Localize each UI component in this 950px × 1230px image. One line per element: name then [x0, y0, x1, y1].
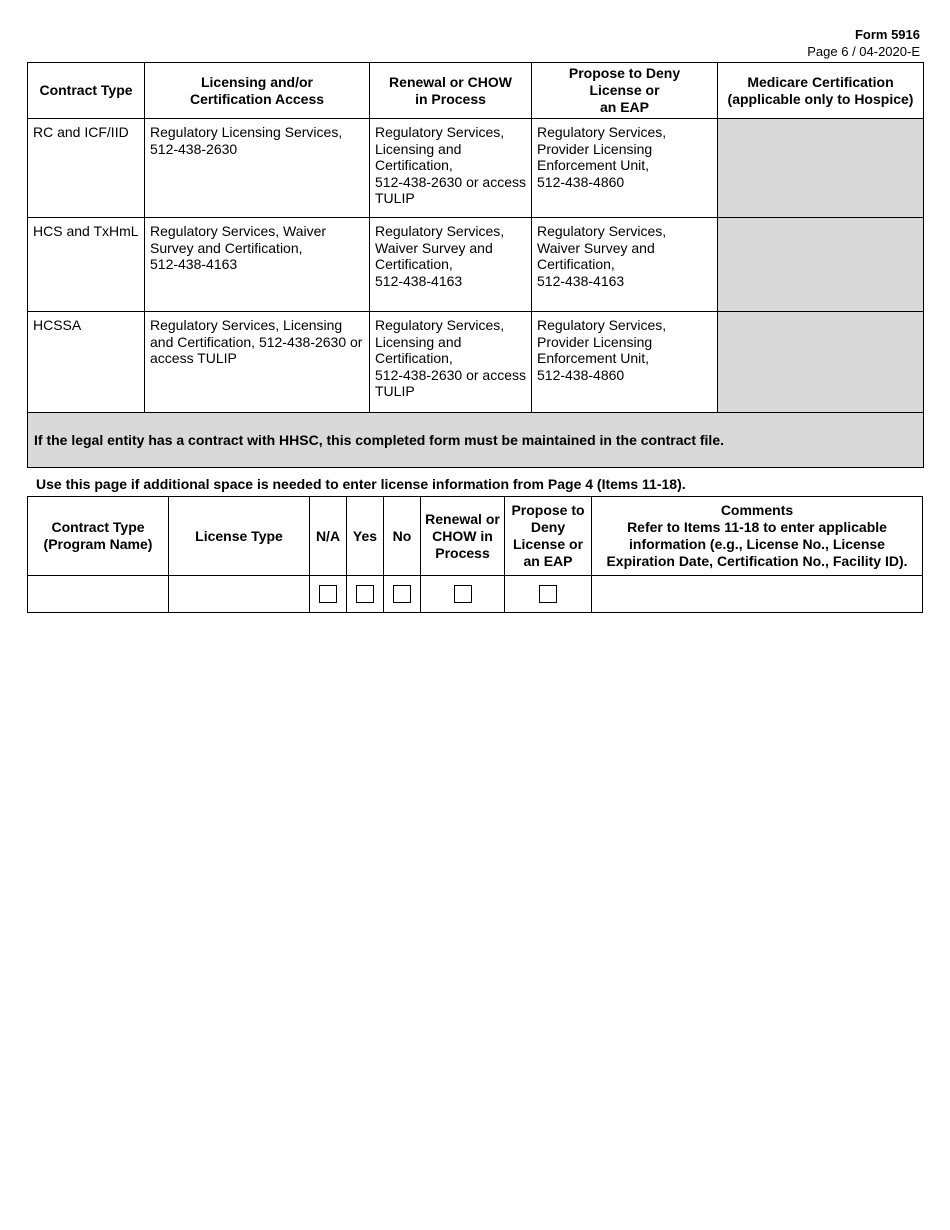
col-header-medicare: Medicare Certification (applicable only to Hospice) [718, 63, 924, 119]
cell-propose: Regulatory Services, Provider Licensing Enforcement Unit, 512-438-4860 [532, 119, 718, 218]
col-header-renewal: Renewal or CHOW in Process [421, 497, 505, 576]
yes-cell [347, 576, 384, 613]
no-cell [384, 576, 421, 613]
col-header-contract-type: Contract Type (Program Name) [28, 497, 169, 576]
comments-input-cell[interactable] [592, 576, 923, 613]
col-header-license-type: License Type [169, 497, 310, 576]
col-header-renewal: Renewal or CHOW in Process [370, 63, 532, 119]
contact-info-table [27, 62, 924, 468]
cell-licensing: Regulatory Licensing Services, 512-438-2630 [145, 119, 370, 218]
additional-space-instruction: Use this page if additional space is needed to enter license information from Page 4 (Items 11-18). [36, 476, 686, 492]
form-number: Form 5916 [854, 27, 920, 42]
propose-cell [505, 576, 592, 613]
table-row [28, 218, 924, 312]
table-row [28, 312, 924, 413]
col-header-propose: Propose to Deny License or an EAP [532, 63, 718, 119]
col-header-licensing: Licensing and/or Certification Access [145, 63, 370, 119]
contract-file-note: If the legal entity has a contract with HHSC, this completed form must be maintained in the contract file. [28, 413, 924, 468]
cell-medicare-shaded [718, 312, 924, 413]
table-row [28, 576, 923, 613]
col-header-comments: Comments Refer to Items 11-18 to enter applicable information (e.g., License No., License Expiration Date, Certification No., Facility ID). [592, 497, 923, 576]
renewal-cell [421, 576, 505, 613]
propose-checkbox[interactable] [539, 585, 557, 603]
col-header-contract-type: Contract Type [28, 63, 145, 119]
note-row [28, 413, 924, 468]
cell-contract-type: HCS and TxHmL [28, 218, 145, 312]
form-header [807, 26, 920, 60]
na-checkbox[interactable] [319, 585, 337, 603]
contract-type-input-cell[interactable] [28, 576, 169, 613]
yes-checkbox[interactable] [356, 585, 374, 603]
table-header-row [28, 497, 923, 576]
cell-contract-type: RC and ICF/IID [28, 119, 145, 218]
page-info: Page 6 / 04-2020-E [807, 44, 920, 59]
na-cell [310, 576, 347, 613]
cell-licensing: Regulatory Services, Licensing and Certification, 512-438-2630 or access TULIP [145, 312, 370, 413]
cell-propose: Regulatory Services, Waiver Survey and Certification, 512-438-4163 [532, 218, 718, 312]
table-header-row [28, 63, 924, 119]
cell-propose: Regulatory Services, Provider Licensing Enforcement Unit, 512-438-4860 [532, 312, 718, 413]
license-info-table [27, 496, 923, 613]
col-header-yes: Yes [347, 497, 384, 576]
col-header-no: No [384, 497, 421, 576]
cell-licensing: Regulatory Services, Waiver Survey and Certification, 512-438-4163 [145, 218, 370, 312]
cell-renewal: Regulatory Services, Licensing and Certification, 512-438-2630 or access TULIP [370, 312, 532, 413]
col-header-propose: Propose to Deny License or an EAP [505, 497, 592, 576]
cell-medicare-shaded [718, 218, 924, 312]
table-row [28, 119, 924, 218]
col-header-na: N/A [310, 497, 347, 576]
no-checkbox[interactable] [393, 585, 411, 603]
cell-contract-type: HCSSA [28, 312, 145, 413]
renewal-checkbox[interactable] [454, 585, 472, 603]
cell-medicare-shaded [718, 119, 924, 218]
cell-renewal: Regulatory Services, Waiver Survey and Certification, 512-438-4163 [370, 218, 532, 312]
license-type-input-cell[interactable] [169, 576, 310, 613]
cell-renewal: Regulatory Services, Licensing and Certification, 512-438-2630 or access TULIP [370, 119, 532, 218]
